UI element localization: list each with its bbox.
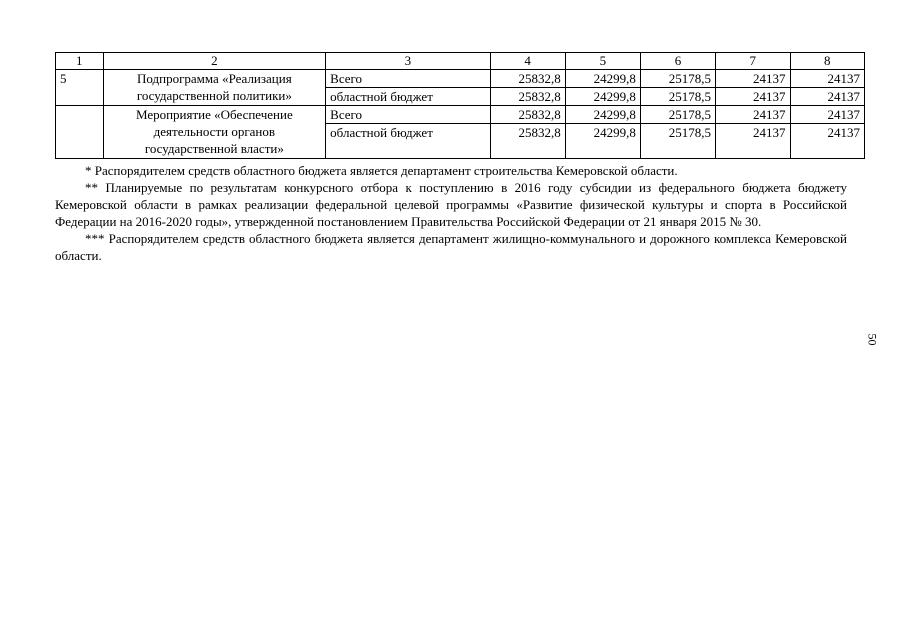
table-row	[56, 106, 865, 124]
footnote: * Распорядителем средств областного бюджета является департамент строительства Кемеровской области.	[85, 163, 678, 178]
header-cell: 2	[103, 53, 326, 70]
value-cell: 24299,8	[565, 124, 640, 159]
value-cell: 25832,8	[490, 70, 565, 88]
header-cell: 1	[56, 53, 104, 70]
row-number-cell: 5	[56, 70, 104, 106]
header-cell: 6	[640, 53, 715, 70]
value-cell: 24137	[790, 70, 865, 88]
value-cell: 24137	[716, 70, 790, 88]
value-cell: 24137	[790, 106, 865, 124]
value-cell: 24299,8	[565, 70, 640, 88]
value-cell: 24137	[790, 124, 865, 159]
row-number-cell	[56, 106, 104, 159]
footnote: ** Планируемые по результатам конкурсного отбора к поступлению в 2016 году субсидии из федерального бюджета бюджету Кемеровской области в рамках реализации федеральной целевой программы «Развитие физической культуры и спорта в Российской Федерации на 2016-2020 годы», утвержденной постановлением Правительства Российской Федерации от 21 января 2015 № 30.	[55, 180, 847, 229]
header-cell: 4	[490, 53, 565, 70]
budget-table	[55, 52, 865, 159]
value-cell: 25178,5	[640, 106, 715, 124]
value-cell: 25178,5	[640, 88, 715, 106]
value-cell: 24137	[716, 88, 790, 106]
value-cell: 24299,8	[565, 88, 640, 106]
header-cell: 5	[565, 53, 640, 70]
row-name-cell: Подпрограмма «Реализация государственной политики»	[103, 70, 326, 106]
footnotes	[55, 162, 847, 264]
source-cell: Всего	[326, 70, 490, 88]
table-row	[56, 70, 865, 88]
value-cell: 24299,8	[565, 106, 640, 124]
value-cell: 25832,8	[490, 88, 565, 106]
source-cell: областной бюджет	[326, 124, 490, 159]
row-name-cell: Мероприятие «Обеспечение деятельности органов государственной власти»	[103, 106, 326, 159]
value-cell: 25832,8	[490, 106, 565, 124]
source-cell: Всего	[326, 106, 490, 124]
value-cell: 24137	[790, 88, 865, 106]
value-cell: 25178,5	[640, 70, 715, 88]
value-cell: 25178,5	[640, 124, 715, 159]
source-cell: областной бюджет	[326, 88, 490, 106]
header-cell: 7	[716, 53, 790, 70]
header-cell: 8	[790, 53, 865, 70]
value-cell: 25832,8	[490, 124, 565, 159]
page-number: 50	[865, 333, 880, 346]
value-cell: 24137	[716, 106, 790, 124]
value-cell: 24137	[716, 124, 790, 159]
footnote: *** Распорядителем средств областного бюджета является департамент жилищно-коммунального и дорожного комплекса Кемеровской области.	[55, 231, 847, 263]
header-cell: 3	[326, 53, 490, 70]
table-header-row	[56, 53, 865, 70]
